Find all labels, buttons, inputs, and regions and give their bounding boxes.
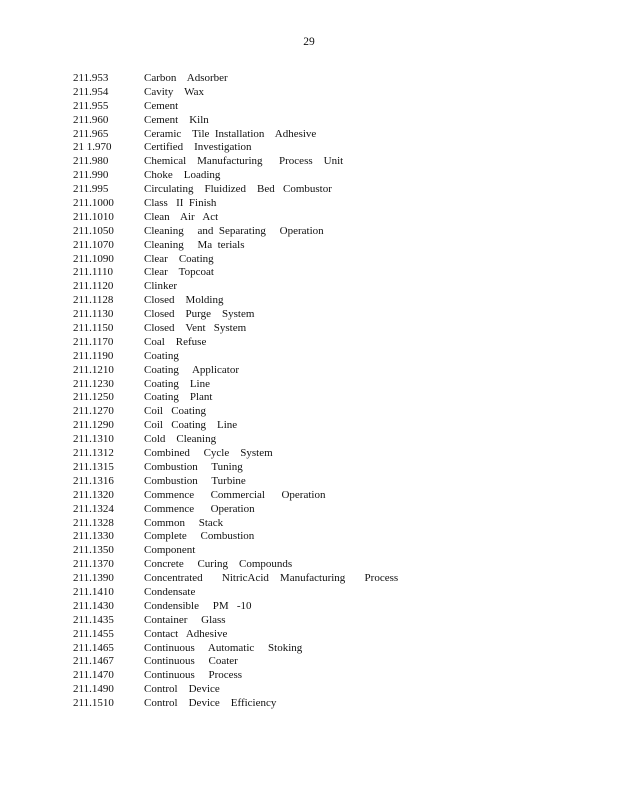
defined-term: Cement Kiln <box>144 113 209 126</box>
defined-term: Chemical Manufacturing Process Unit <box>144 155 344 168</box>
defined-term: Coating <box>144 349 179 362</box>
index-entry <box>73 100 593 114</box>
defined-term: Container Glass <box>144 613 226 626</box>
index-entry <box>73 294 593 308</box>
section-number: 211.953 <box>73 72 109 84</box>
index-entry <box>73 544 593 558</box>
defined-term: Commence Operation <box>144 502 255 515</box>
index-entry <box>73 461 593 475</box>
defined-term: Coil Coating <box>144 405 207 418</box>
index-entry <box>73 530 593 544</box>
index-entry <box>73 308 593 322</box>
section-number: 211.1230 <box>73 377 114 390</box>
defined-term: Ceramic Tile Installation Adhesive <box>144 127 317 140</box>
section-number: 211.1090 <box>73 252 114 265</box>
index-entry <box>73 503 593 517</box>
section-number: 211.1328 <box>73 516 114 529</box>
index-entry <box>73 72 593 86</box>
index-entry <box>73 669 593 683</box>
section-number: 211.1312 <box>73 447 114 460</box>
index-entry <box>73 433 593 447</box>
section-number: 211.1470 <box>73 669 114 682</box>
section-number: 211.995 <box>73 183 109 196</box>
defined-term: Cleaning Ma terials <box>144 238 245 251</box>
index-entry <box>73 266 593 280</box>
index-entry <box>73 86 593 100</box>
defined-term: Complete Combustion <box>144 530 255 543</box>
page-number: 29 <box>303 36 315 48</box>
section-number: 211.1150 <box>73 322 114 335</box>
index-entry <box>73 378 593 392</box>
index-entry <box>73 253 593 267</box>
defined-term: Combustion Tuning <box>144 460 243 473</box>
defined-term: Combined Cycle System <box>144 447 273 460</box>
section-number: 211.1070 <box>73 238 114 251</box>
section-number: 211.1490 <box>73 683 114 696</box>
index-entry <box>73 169 593 183</box>
section-number: 211.1455 <box>73 627 114 640</box>
defined-term: Continuous Automatic Stoking <box>144 641 303 654</box>
defined-term: Cavity Wax <box>144 85 205 98</box>
section-number: 211.1320 <box>73 488 114 501</box>
section-number: 21 1.970 <box>73 141 112 154</box>
defined-term: Coil Coating Line <box>144 419 238 432</box>
defined-term: Cold Cleaning <box>144 433 217 446</box>
defined-term: Combustion Turbine <box>144 474 246 487</box>
section-number: 211.1370 <box>73 558 114 571</box>
definitions-index-list <box>73 72 593 711</box>
section-number: 211.1170 <box>73 335 114 348</box>
index-entry <box>73 336 593 350</box>
index-entry <box>73 572 593 586</box>
section-number: 211.1410 <box>73 585 114 598</box>
index-entry <box>73 225 593 239</box>
index-entry <box>73 350 593 364</box>
section-number: 211.1110 <box>73 266 114 279</box>
index-entry <box>73 614 593 628</box>
index-entry <box>73 697 593 711</box>
section-number: 211.1390 <box>73 572 114 585</box>
index-entry <box>73 447 593 461</box>
defined-term: Coal Refuse <box>144 335 207 348</box>
index-entry <box>73 683 593 697</box>
section-number: 211.1128 <box>73 294 114 307</box>
index-entry <box>73 558 593 572</box>
index-entry <box>73 517 593 531</box>
section-number: 211.1350 <box>73 544 114 557</box>
section-number: 211.1270 <box>73 405 114 418</box>
index-entry <box>73 197 593 211</box>
defined-term: Carbon Adsorber <box>144 72 228 84</box>
index-entry <box>73 280 593 294</box>
section-number: 211.954 <box>73 85 109 98</box>
defined-term: Coating Line <box>144 377 210 390</box>
index-entry <box>73 141 593 155</box>
defined-term: Condensible PM -10 <box>144 599 252 612</box>
defined-term: Concentrated NitricAcid Manufacturing Process <box>144 572 399 585</box>
index-entry <box>73 114 593 128</box>
index-entry <box>73 211 593 225</box>
section-number: 211.1000 <box>73 197 114 210</box>
index-entry <box>73 475 593 489</box>
section-number: 211.1190 <box>73 349 114 362</box>
defined-term: Coating Plant <box>144 391 213 404</box>
index-entry <box>73 155 593 169</box>
index-entry <box>73 586 593 600</box>
defined-term: Control Device Efficiency <box>144 697 277 710</box>
defined-term: Contact Adhesive <box>144 627 228 640</box>
defined-term: Circulating Fluidized Bed Combustor <box>144 183 332 196</box>
section-number: 211.960 <box>73 113 109 126</box>
defined-term: Clinker <box>144 280 177 293</box>
index-entry <box>73 419 593 433</box>
section-number: 211.1050 <box>73 224 114 237</box>
defined-term: Clean Air Act <box>144 210 219 223</box>
section-number: 211.1250 <box>73 391 114 404</box>
defined-term: Class II Finish <box>144 197 217 210</box>
section-number: 211.1465 <box>73 641 114 654</box>
defined-term: Closed Molding <box>144 294 224 307</box>
index-entry <box>73 642 593 656</box>
defined-term: Cleaning and Separating Operation <box>144 224 324 237</box>
section-number: 211.965 <box>73 127 109 140</box>
defined-term: Common Stack <box>144 516 224 529</box>
defined-term: Commence Commercial Operation <box>144 488 326 501</box>
section-number: 211.1435 <box>73 613 114 626</box>
index-entry <box>73 600 593 614</box>
section-number: 211.1120 <box>73 280 114 293</box>
index-entry <box>73 183 593 197</box>
index-entry <box>73 322 593 336</box>
section-number: 211.1430 <box>73 599 114 612</box>
defined-term: Closed Purge System <box>144 308 255 321</box>
defined-term: Certified Investigation <box>144 141 252 154</box>
defined-term: Continuous Coater <box>144 655 238 668</box>
section-number: 211.990 <box>73 169 109 182</box>
index-entry <box>73 489 593 503</box>
index-entry <box>73 655 593 669</box>
section-number: 211.1467 <box>73 655 114 668</box>
defined-term: Continuous Process <box>144 669 243 682</box>
section-number: 211.1010 <box>73 210 114 223</box>
section-number: 211.1130 <box>73 308 114 321</box>
section-number: 211.1330 <box>73 530 114 543</box>
defined-term: Choke Loading <box>144 169 221 182</box>
defined-term: Closed Vent System <box>144 322 247 335</box>
index-entry <box>73 239 593 253</box>
section-number: 211.1316 <box>73 474 114 487</box>
section-number: 211.955 <box>73 99 109 112</box>
section-number: 211.1324 <box>73 502 114 515</box>
section-number: 211.1310 <box>73 433 114 446</box>
section-number: 211.1315 <box>73 460 114 473</box>
section-number: 211.980 <box>73 155 109 168</box>
defined-term: Clear Topcoat <box>144 266 214 279</box>
section-number: 211.1210 <box>73 363 114 376</box>
index-entry <box>73 391 593 405</box>
index-entry <box>73 405 593 419</box>
section-number: 211.1510 <box>73 697 114 710</box>
index-entry <box>73 628 593 642</box>
defined-term: Clear Coating <box>144 252 214 265</box>
index-entry <box>73 128 593 142</box>
defined-term: Condensate <box>144 585 196 598</box>
defined-term: Control Device <box>144 683 220 696</box>
defined-term: Component <box>144 544 196 557</box>
section-number: 211.1290 <box>73 419 114 432</box>
defined-term: Cement <box>144 99 179 112</box>
defined-term: Concrete Curing Compounds <box>144 558 293 571</box>
index-entry <box>73 364 593 378</box>
defined-term: Coating Applicator <box>144 363 240 376</box>
